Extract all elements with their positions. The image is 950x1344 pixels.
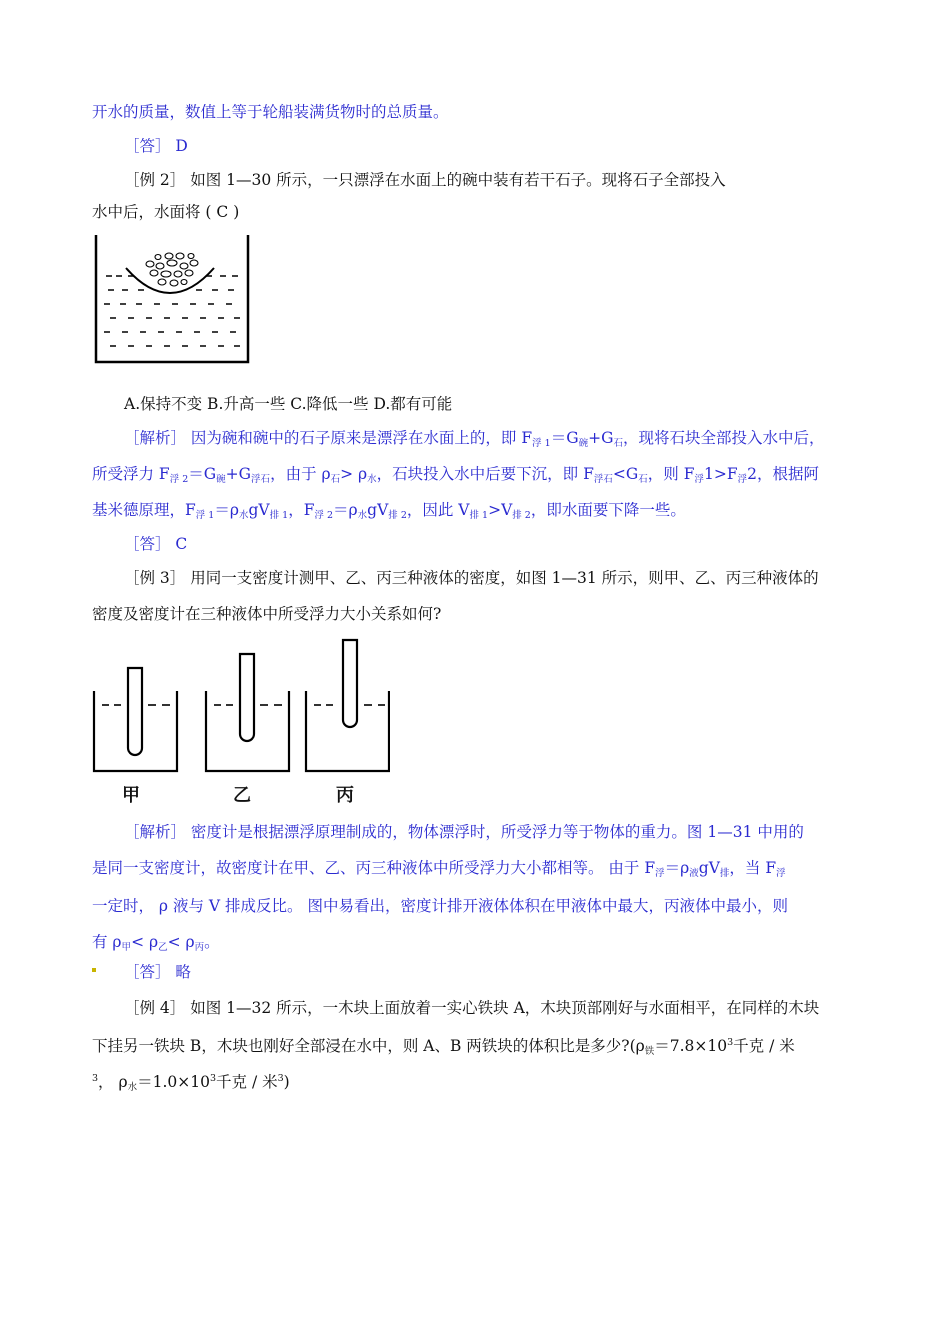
analysis-2-line-2: 所受浮力 F浮 2＝G碗+G浮石，由于 ρ石> ρ水，石块投入水中后要下沉，即 F浮石<G石，则 F浮1>F浮2，根据阿 — [92, 465, 819, 485]
answer-choices: A.保持不变 B.升高一些 C.降低一些 D.都有可能 — [124, 395, 453, 413]
example-2-line-2: 水中后，水面将 ( C ) — [92, 203, 240, 221]
figure-bowl-stones — [92, 232, 252, 366]
answer-3: ［答］ 略 — [124, 963, 191, 981]
example-2-line-1: ［例 2］ 如图 1—30 所示，一只漂浮在水面上的碗中装有若干石子。现将石子全部投入 — [124, 171, 726, 189]
example-4-line-1: ［例 4］ 如图 1—32 所示，一木块上面放着一实心铁块 A，木块顶部刚好与水面相平，在同样的木块 — [124, 999, 820, 1017]
example-4-line-2: 下挂另一铁块 B，木块也刚好全部浸在水中，则 A、B 两铁块的体积比是多少?(ρ铁$=7.8\times 10^3$千克 / 米 — [92, 1037, 795, 1057]
analysis-3-line-2: 是同一支密度计，故密度计在甲、乙、丙三种液体中所受浮力大小都相等。 由于 F浮＝ρ液gV排，当 F浮 — [92, 859, 786, 879]
analysis-2-line-3: 基米德原理，F浮 1＝ρ水gV排 1，F浮 2＝ρ水gV排 2，因此 V排 1>V排 2，即水面要下降一些。 — [92, 501, 686, 521]
label-bing: 丙 — [336, 785, 354, 806]
answer-2: ［答］ C — [124, 535, 188, 553]
label-yi: 乙 — [233, 785, 251, 806]
figure-hydrometers — [90, 636, 390, 776]
example-4-line-3: $^3$， ρ水$=1.0\times 10^3$千克 / 米$^3$) — [92, 1073, 290, 1093]
text-line: 开水的质量，数值上等于轮船装满货物时的总质量。 — [92, 103, 449, 121]
analysis-3-line-3: 一定时， ρ 液与 V 排成反比。 图中易看出，密度计排开液体体积在甲液体中最大，丙液体中最小，则 — [92, 897, 788, 915]
bullet-dot — [92, 968, 96, 972]
analysis-3-line-1: ［解析］ 密度计是根据漂浮原理制成的，物体漂浮时，所受浮力等于物体的重力。图 1—31 中用的 — [124, 823, 804, 841]
answer-1: ［答］ D — [124, 137, 188, 155]
analysis-2-line-1: ［解析］ 因为碗和碗中的石子原来是漂浮在水面上的，即 F浮 1＝G碗+G石，现将石块全部投入水中后， — [124, 429, 825, 449]
label-jia: 甲 — [122, 785, 140, 806]
analysis-3-line-4: 有 ρ甲< ρ乙< ρ丙。 — [92, 933, 220, 953]
example-3-line-2: 密度及密度计在三种液体中所受浮力大小关系如何? — [92, 605, 442, 623]
example-3-line-1: ［例 3］ 用同一支密度计测甲、乙、丙三种液体的密度，如图 1—31 所示，则甲、乙、丙三种液体的 — [124, 569, 819, 587]
